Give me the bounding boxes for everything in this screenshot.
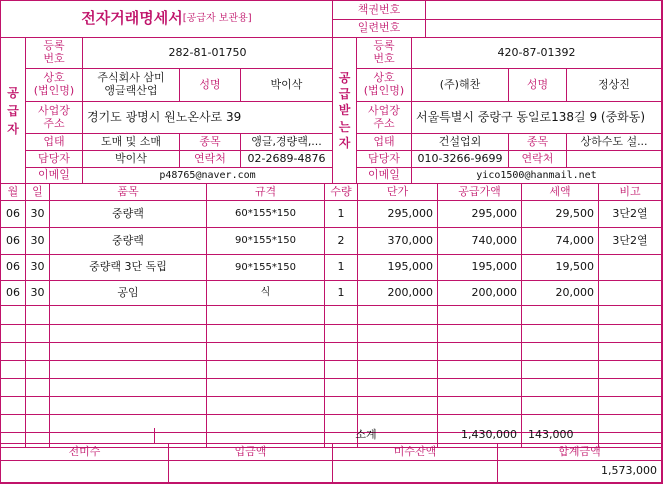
empty-cell <box>599 306 662 325</box>
title-text: 전자거래명세서 <box>81 9 183 28</box>
item-note-cell: 3단2열 <box>599 228 662 255</box>
supplier-reg-label: 등록 번호 <box>26 38 83 69</box>
empty-cell <box>207 361 325 379</box>
subtotal-label: 소계 <box>355 428 377 442</box>
empty-cell <box>599 361 662 379</box>
item-qty-cell: 1 <box>325 201 358 228</box>
supplier-biz-item-label: 종목 <box>180 134 241 151</box>
item-item-cell: 중량랙 <box>50 201 207 228</box>
receiver-email-label: 이메일 <box>357 168 412 184</box>
supplier-address-label: 사업장 주소 <box>26 102 83 134</box>
item-item-cell: 중량랙 3단 독립 <box>50 255 207 281</box>
empty-cell <box>26 361 50 379</box>
supplier-manager: 박이삭 <box>83 151 180 168</box>
empty-cell <box>50 361 207 379</box>
empty-cell <box>522 306 599 325</box>
item-tax-cell: 74,000 <box>522 228 599 255</box>
item-qty-cell: 1 <box>325 255 358 281</box>
item-unit-price-cell: 195,000 <box>358 255 438 281</box>
empty-cell <box>358 379 438 397</box>
empty-cell <box>26 343 50 361</box>
paid-value <box>169 461 333 483</box>
empty-cell <box>358 343 438 361</box>
empty-cell <box>522 379 599 397</box>
item-supply-cell: 200,000 <box>438 281 522 306</box>
empty-cell <box>325 361 358 379</box>
empty-cell <box>26 325 50 343</box>
empty-cell <box>522 397 599 415</box>
supplier-side-label: 공 급 자 <box>1 38 26 184</box>
empty-cell <box>207 306 325 325</box>
item-month-cell: 06 <box>1 255 26 281</box>
document-title <box>1 1 333 38</box>
supplier-biz-type-label: 업태 <box>26 134 83 151</box>
item-tax-cell: 19,500 <box>522 255 599 281</box>
receiver-contact <box>567 151 662 168</box>
grand-total-label: 합계금액 <box>498 444 662 461</box>
empty-cell <box>1 379 26 397</box>
unpaid-balance-value <box>333 461 498 483</box>
empty-cell <box>522 343 599 361</box>
empty-cell <box>325 343 358 361</box>
empty-cell <box>50 325 207 343</box>
receiver-rep-name: 정상진 <box>567 69 662 102</box>
title-subtext: [공급자 보관용] <box>182 13 252 25</box>
empty-cell <box>325 379 358 397</box>
supplier-rep-label: 성명 <box>180 69 241 102</box>
empty-cell <box>50 397 207 415</box>
supplier-email-label: 이메일 <box>26 168 83 184</box>
receiver-contact-label: 연락처 <box>509 151 567 168</box>
item-day-cell: 30 <box>26 201 50 228</box>
col-day-header: 일 <box>26 184 50 201</box>
subtotal-blank-left <box>1 428 155 444</box>
item-day-cell: 30 <box>26 255 50 281</box>
supplier-address: 경기도 광명시 원노온사로 39 <box>83 102 333 134</box>
empty-cell <box>358 325 438 343</box>
serial-number-value <box>426 20 662 38</box>
empty-cell <box>599 343 662 361</box>
supplier-email: p48765@naver.com <box>83 168 333 184</box>
item-unit-price-cell: 295,000 <box>358 201 438 228</box>
col-item-header: 품목 <box>50 184 207 201</box>
empty-cell <box>358 397 438 415</box>
empty-cell <box>1 343 26 361</box>
empty-cell <box>358 361 438 379</box>
empty-cell <box>522 325 599 343</box>
empty-cell <box>599 325 662 343</box>
item-month-cell: 06 <box>1 201 26 228</box>
receiver-biz-item: 상하수도 설... <box>567 134 662 151</box>
empty-cell <box>26 306 50 325</box>
item-tax-cell: 20,000 <box>522 281 599 306</box>
supplier-biz-item: 앵글,경량랙,... <box>241 134 333 151</box>
col-supply-header: 공급가액 <box>438 184 522 201</box>
empty-cell <box>325 306 358 325</box>
supplier-manager-label: 담당자 <box>26 151 83 168</box>
empty-cell <box>522 361 599 379</box>
empty-cell <box>325 325 358 343</box>
empty-cell <box>50 379 207 397</box>
unpaid-balance-label: 미수잔액 <box>333 444 498 461</box>
empty-cell <box>358 306 438 325</box>
item-unit-price-cell: 370,000 <box>358 228 438 255</box>
receiver-biz-type-label: 업태 <box>357 134 412 151</box>
empty-cell <box>1 361 26 379</box>
item-month-cell: 06 <box>1 228 26 255</box>
item-note-cell: 3단2열 <box>599 201 662 228</box>
empty-cell <box>207 325 325 343</box>
empty-cell <box>599 397 662 415</box>
item-item-cell: 공임 <box>50 281 207 306</box>
receiver-reg-number: 420-87-01392 <box>412 38 662 69</box>
receiver-rep-label: 성명 <box>509 69 567 102</box>
col-month-header: 월 <box>1 184 26 201</box>
item-spec-cell: 90*155*150 <box>207 255 325 281</box>
item-spec-cell: 식 <box>207 281 325 306</box>
item-note-cell <box>599 255 662 281</box>
empty-cell <box>438 343 522 361</box>
supplier-biz-type: 도매 및 소매 <box>83 134 180 151</box>
prev-unpaid-label: 전미수 <box>1 444 169 461</box>
item-day-cell: 30 <box>26 228 50 255</box>
empty-cell <box>438 306 522 325</box>
item-supply-cell: 195,000 <box>438 255 522 281</box>
col-tax-header: 세액 <box>522 184 599 201</box>
col-unit-price-header: 단가 <box>358 184 438 201</box>
empty-cell <box>438 397 522 415</box>
book-number-value <box>426 1 662 20</box>
empty-cell <box>50 306 207 325</box>
empty-cell <box>599 379 662 397</box>
receiver-manager: 010-3266-9699 <box>412 151 509 168</box>
empty-cell <box>438 325 522 343</box>
receiver-address-label: 사업장 주소 <box>357 102 412 134</box>
receiver-manager-label: 담당자 <box>357 151 412 168</box>
item-unit-price-cell: 200,000 <box>358 281 438 306</box>
book-number-label: 책권번호 <box>333 1 426 20</box>
item-qty-cell: 2 <box>325 228 358 255</box>
empty-cell <box>438 361 522 379</box>
item-supply-cell: 740,000 <box>438 228 522 255</box>
empty-cell <box>1 306 26 325</box>
item-spec-cell: 60*155*150 <box>207 201 325 228</box>
receiver-company-name: (주)해찬 <box>412 69 509 102</box>
paid-label: 입금액 <box>169 444 333 461</box>
col-note-header: 비고 <box>599 184 662 201</box>
receiver-address: 서울특별시 중랑구 동일로138길 9 (중화동) <box>412 102 662 134</box>
empty-cell <box>438 379 522 397</box>
supplier-contact: 02-2689-4876 <box>241 151 333 168</box>
supplier-company-name: 주식회사 삼미 앵글랙산업 <box>83 69 180 102</box>
receiver-reg-label: 등록 번호 <box>357 38 412 69</box>
supplier-reg-number: 282-81-01750 <box>83 38 333 69</box>
empty-cell <box>26 397 50 415</box>
receiver-name-label: 상호 (법인명) <box>357 69 412 102</box>
item-item-cell: 중량랙 <box>50 228 207 255</box>
subtotal-label-cell <box>155 428 438 444</box>
empty-cell <box>207 343 325 361</box>
empty-cell <box>325 397 358 415</box>
prev-unpaid-value <box>1 461 169 483</box>
item-day-cell: 30 <box>26 281 50 306</box>
receiver-biz-item-label: 종목 <box>509 134 567 151</box>
item-supply-cell: 295,000 <box>438 201 522 228</box>
item-tax-cell: 29,500 <box>522 201 599 228</box>
item-month-cell: 06 <box>1 281 26 306</box>
serial-number-label: 일련번호 <box>333 20 426 38</box>
col-spec-header: 규격 <box>207 184 325 201</box>
subtotal-note <box>599 428 662 444</box>
empty-cell <box>50 343 207 361</box>
empty-cell <box>207 379 325 397</box>
receiver-side-label: 공 급 받 는 자 <box>333 38 357 184</box>
empty-cell <box>26 379 50 397</box>
item-spec-cell: 90*155*150 <box>207 228 325 255</box>
item-qty-cell: 1 <box>325 281 358 306</box>
receiver-email: yico1500@hanmail.net <box>412 168 662 184</box>
subtotal-supply: 1,430,000 <box>438 428 522 444</box>
item-note-cell <box>599 281 662 306</box>
supplier-rep-name: 박이삭 <box>241 69 333 102</box>
supplier-contact-label: 연락처 <box>180 151 241 168</box>
empty-cell <box>207 397 325 415</box>
grand-total-value: 1,573,000 <box>498 461 662 483</box>
empty-cell <box>1 397 26 415</box>
col-qty-header: 수량 <box>325 184 358 201</box>
subtotal-tax: 143,000 <box>522 428 599 444</box>
supplier-name-label: 상호 (법인명) <box>26 69 83 102</box>
empty-cell <box>1 325 26 343</box>
receiver-biz-type: 건설업외 <box>412 134 509 151</box>
